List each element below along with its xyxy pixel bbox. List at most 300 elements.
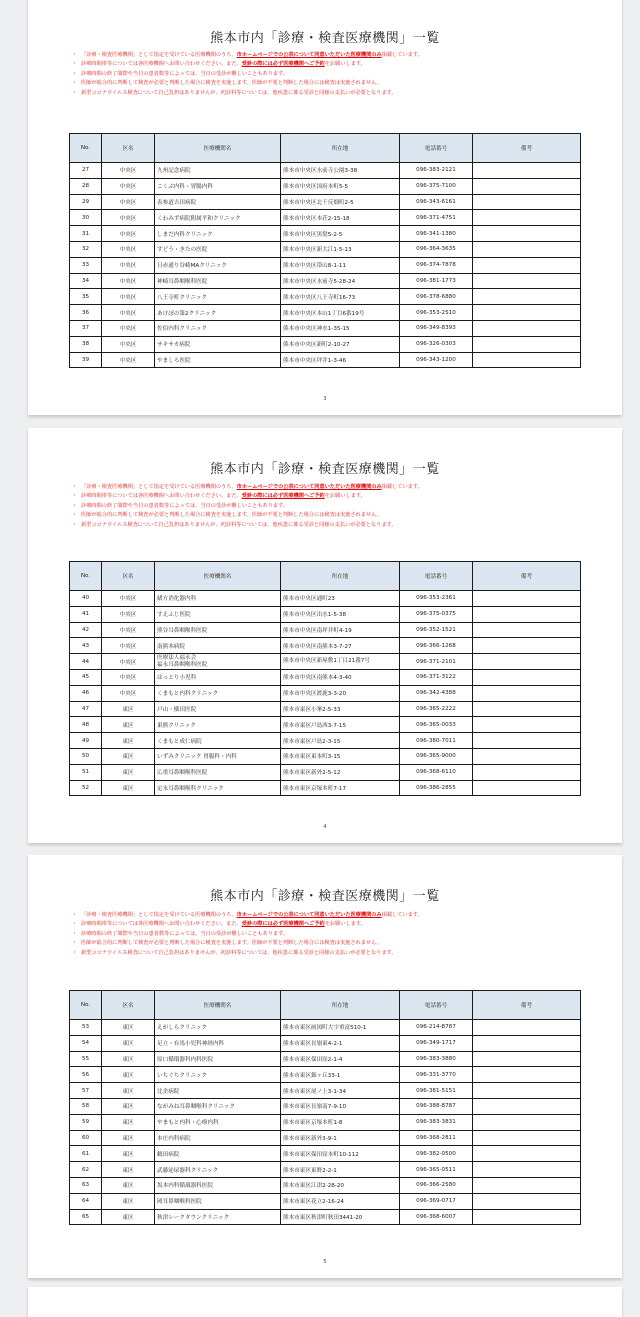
column-header: 区名 — [102, 562, 155, 591]
cell-tel: 096-366-2580 — [400, 1177, 473, 1193]
cell-name: 日赤通り谷崎MAクリニック — [155, 257, 281, 273]
cell-tel: 096-368-6110 — [400, 764, 473, 780]
cell-name: やまもと内科・心療内科 — [155, 1114, 281, 1130]
cell-no: 27 — [70, 163, 102, 179]
cell-note — [473, 226, 581, 242]
page-number: 3 — [323, 396, 327, 402]
note-text: をお願いします。 — [324, 921, 366, 928]
cell-ward: 東区 — [102, 1098, 155, 1114]
cell-note — [473, 1162, 581, 1178]
note-text: 医師が総合的に判断して検査が必要と判断した場合に検査を実施します。医師が不要と判断した場合には検査は実施されません。 — [81, 940, 382, 947]
note-item — [72, 511, 592, 520]
note-text: 診療時間帯等については各医療機関へお問い合わせください。また、 — [81, 493, 242, 500]
note-text: 診療時間の終了間際や当日の患者数等によっては、当日の受診が難しいこともあります。 — [81, 930, 289, 937]
cell-no: 41 — [70, 606, 102, 622]
cell-no: 46 — [70, 685, 102, 701]
page-number: 5 — [323, 1259, 327, 1265]
cell-name: あけぼの第2クリニック — [155, 305, 281, 321]
bullet-icon: ・ — [72, 949, 78, 956]
cell-name: 八王寺町クリニック — [155, 289, 281, 305]
table-row — [70, 669, 581, 685]
bullet-icon: ・ — [72, 930, 78, 937]
cell-tel: 096-386-2855 — [400, 780, 473, 796]
column-header: No. — [70, 562, 102, 591]
table-row — [70, 1209, 581, 1225]
table-row — [70, 336, 581, 352]
cell-ward: 中央区 — [102, 241, 155, 257]
cell-tel: 096-364-3635 — [400, 241, 473, 257]
cell-note — [473, 638, 581, 654]
cell-name: くまもと内科クリニック — [155, 685, 281, 701]
cell-name: 原口循環器科内科医院 — [155, 1051, 281, 1067]
cell-no: 48 — [70, 717, 102, 733]
column-header: 区名 — [102, 134, 155, 163]
cell-tel: 096-349-1717 — [400, 1035, 473, 1051]
cell-no: 57 — [70, 1083, 102, 1099]
table-row — [70, 654, 581, 670]
table-row — [70, 591, 581, 607]
note-emphasis: 受診の際には必ず医療機関へご予約 — [241, 921, 325, 928]
cell-note — [473, 685, 581, 701]
cell-name: 本庄内科病院 — [155, 1130, 281, 1146]
cell-tel: 096-352-1521 — [400, 622, 473, 638]
column-header: 所在地 — [281, 562, 400, 591]
cell-address: 熊本市東区長嶺南7-9-10 — [281, 1098, 400, 1114]
facility-table — [69, 561, 581, 796]
cell-no: 55 — [70, 1051, 102, 1067]
cell-tel: 096-349-8393 — [400, 320, 473, 336]
note-emphasis: 市ホームページでの公表について同意いただいた医療機関のみ — [236, 484, 382, 490]
cell-tel: 096-343-1200 — [400, 352, 473, 368]
cell-address: 熊本市東区保田窪2-1-4 — [281, 1051, 400, 1067]
cell-name: 足立・有馬小児科神経内科 — [155, 1035, 281, 1051]
table-row — [70, 1098, 581, 1114]
table-header-row — [70, 134, 581, 163]
cell-note — [473, 733, 581, 749]
note-text: 「診療・検査医療機関」として指定を受けている医療機関のうち、 — [81, 484, 237, 490]
cell-address: 熊本市中央区出水1-5-38 — [281, 606, 400, 622]
cell-ward: 中央区 — [102, 210, 155, 226]
note-item — [72, 502, 592, 511]
cell-ward: 東区 — [102, 748, 155, 764]
cell-no: 51 — [70, 764, 102, 780]
cell-tel: 096-365-0033 — [400, 717, 473, 733]
note-emphasis: 受診の際には必ず医療機関へご予約 — [241, 61, 325, 68]
table-row — [70, 178, 581, 194]
cell-no: 65 — [70, 1209, 102, 1225]
table-row — [70, 606, 581, 622]
cell-ward: 東区 — [102, 1130, 155, 1146]
page-title: 熊本市内「診療・検査医療機関」一覧 — [210, 462, 440, 477]
cell-note — [473, 780, 581, 796]
cell-tel: 096-388-8787 — [400, 1098, 473, 1114]
table-row — [70, 1067, 581, 1083]
cell-name: 比企病院 — [155, 1083, 281, 1099]
cell-note — [473, 241, 581, 257]
cell-ward: 中央区 — [102, 669, 155, 685]
cell-address: 熊本市中央区帯山8-1-11 — [281, 257, 400, 273]
cell-name: 戸山・横田医院 — [155, 701, 281, 717]
cell-note — [473, 305, 581, 321]
cell-tel: 096-366-1268 — [400, 638, 473, 654]
cell-address: 熊本市東区花立2-16-24 — [281, 1193, 400, 1209]
cell-name: サキサカ病院 — [155, 336, 281, 352]
bullet-icon: ・ — [72, 493, 78, 500]
cell-ward: 中央区 — [102, 273, 155, 289]
cell-ward: 中央区 — [102, 305, 155, 321]
cell-no: 34 — [70, 273, 102, 289]
cell-no: 64 — [70, 1193, 102, 1209]
cell-address: 熊本市中央区南熊本3-7-27 — [281, 638, 400, 654]
table-row — [70, 352, 581, 368]
column-header: 所在地 — [281, 134, 400, 163]
cell-tel: 096-381-1773 — [400, 273, 473, 289]
note-emphasis: 受診の際には必ず医療機関へご予約 — [241, 493, 325, 500]
cell-no: 59 — [70, 1114, 102, 1130]
cell-tel: 096-353-2361 — [400, 591, 473, 607]
column-header: No. — [70, 134, 102, 163]
cell-no: 33 — [70, 257, 102, 273]
note-text: 「診療・検査医療機関」として指定を受けている医療機関のうち、 — [81, 912, 237, 918]
cell-note — [473, 320, 581, 336]
cell-tel: 096-383-2121 — [400, 163, 473, 179]
bullet-icon: ・ — [72, 502, 78, 509]
cell-name: すえふじ医院 — [155, 606, 281, 622]
cell-address: 熊本市中央区水前寺公園3-38 — [281, 163, 400, 179]
note-item — [72, 521, 592, 530]
cell-address: 熊本市東区尾ノ上3-1-34 — [281, 1083, 400, 1099]
cell-note — [473, 1067, 581, 1083]
cell-no: 30 — [70, 210, 102, 226]
cell-ward: 東区 — [102, 1083, 155, 1099]
cell-ward: 中央区 — [102, 289, 155, 305]
table-row — [70, 273, 581, 289]
cell-address: 熊本市東区京塚本町1-8 — [281, 1114, 400, 1130]
document-page-4 — [28, 428, 622, 843]
cell-address: 熊本市東区新外2-5-12 — [281, 764, 400, 780]
note-item — [72, 911, 592, 920]
cell-tel: 096-369-0717 — [400, 1193, 473, 1209]
cell-no: 52 — [70, 780, 102, 796]
column-header: 区名 — [102, 991, 155, 1020]
cell-ward: 中央区 — [102, 257, 155, 273]
cell-name: ながみね耳鼻咽喉科クリニック — [155, 1098, 281, 1114]
cell-name: 神崎耳鼻咽喉科医院 — [155, 273, 281, 289]
column-header: 備考 — [473, 991, 581, 1020]
cell-address: 熊本市中央区南熊本4-3-40 — [281, 669, 400, 685]
cell-note — [473, 1114, 581, 1130]
note-text: をお願いします。 — [324, 61, 366, 68]
cell-address: 熊本市中央区黒髪5-2-5 — [281, 226, 400, 242]
cell-no: 28 — [70, 178, 102, 194]
page-title: 熊本市内「診療・検査医療機関」一覧 — [210, 889, 440, 904]
cell-ward: 中央区 — [102, 194, 155, 210]
cell-note — [473, 1083, 581, 1099]
bullet-icon: ・ — [72, 921, 78, 928]
cell-ward: 東区 — [102, 1035, 155, 1051]
cell-name: いずみクリニック 胃腸科・内科 — [155, 748, 281, 764]
document-page-3 — [28, 0, 622, 415]
cell-address: 熊本市東区長嶺東4-2-1 — [281, 1035, 400, 1051]
cell-tel: 096-383-3831 — [400, 1114, 473, 1130]
note-text: 掲載しています。 — [381, 52, 423, 58]
cell-ward: 東区 — [102, 1020, 155, 1036]
cell-tel: 096-382-0500 — [400, 1146, 473, 1162]
cell-name: 東熊クリニック — [155, 717, 281, 733]
cell-tel: 096-371-4751 — [400, 210, 473, 226]
cell-note — [473, 1209, 581, 1225]
cell-ward: 中央区 — [102, 638, 155, 654]
table-row — [70, 1162, 581, 1178]
cell-note — [473, 748, 581, 764]
cell-address: 熊本市東区画図町大字重富510-1 — [281, 1020, 400, 1036]
cell-no: 61 — [70, 1146, 102, 1162]
cell-tel: 096-375-7100 — [400, 178, 473, 194]
note-text: 「診療・検査医療機関」として指定を受けている医療機関のうち、 — [81, 52, 237, 58]
cell-ward: 東区 — [102, 733, 155, 749]
cell-no: 32 — [70, 241, 102, 257]
cell-no: 39 — [70, 352, 102, 368]
cell-ward: 東区 — [102, 1114, 155, 1130]
cell-ward: 中央区 — [102, 591, 155, 607]
cell-name: えがしらクリニック — [155, 1020, 281, 1036]
cell-address: 熊本市中央区八王寺町16-73 — [281, 289, 400, 305]
note-text: 新型コロナウイルス検査について自己負担はありませんが、初診料等については、他疾患に係る受診と同様の支払いが必要となります。 — [81, 89, 397, 96]
cell-address: 熊本市中央区新大江1-5-13 — [281, 241, 400, 257]
cell-ward: 中央区 — [102, 654, 155, 670]
cell-name: 武藤泌尿器科クリニック — [155, 1162, 281, 1178]
cell-note — [473, 606, 581, 622]
document-page-5 — [28, 855, 622, 1278]
cell-note — [473, 273, 581, 289]
cell-tel: 096-375-0375 — [400, 606, 473, 622]
page-title: 熊本市内「診療・検査医療機関」一覧 — [210, 31, 440, 46]
note-item — [72, 492, 592, 501]
column-header: 医療機関名 — [155, 991, 281, 1020]
table-row — [70, 194, 581, 210]
cell-ward: 東区 — [102, 717, 155, 733]
table-row — [70, 210, 581, 226]
cell-address: 熊本市東区江津2-28-20 — [281, 1177, 400, 1193]
cell-no: 40 — [70, 591, 102, 607]
notes-list — [72, 51, 592, 98]
cell-address: 熊本市中央区水前寺5-28-24 — [281, 273, 400, 289]
cell-address: 熊本市中央区南坪井町4-19 — [281, 622, 400, 638]
note-item — [72, 930, 592, 939]
cell-name: 定永耳鼻咽喉科クリニック — [155, 780, 281, 796]
table-header-row — [70, 991, 581, 1020]
note-text: 診療時間帯等については各医療機関へお問い合わせください。また、 — [81, 61, 242, 68]
cell-address: 熊本市東区戸島2-3-15 — [281, 733, 400, 749]
table-row — [70, 685, 581, 701]
cell-name: すどう・きたの医院 — [155, 241, 281, 257]
cell-ward: 東区 — [102, 701, 155, 717]
cell-no: 58 — [70, 1098, 102, 1114]
table-row — [70, 780, 581, 796]
table-row — [70, 638, 581, 654]
table-row — [70, 1146, 581, 1162]
cell-name: 表参道吉田病院 — [155, 194, 281, 210]
cell-note — [473, 1098, 581, 1114]
cell-ward: 東区 — [102, 1067, 155, 1083]
bullet-icon: ・ — [72, 940, 78, 947]
document-page-next — [28, 1287, 622, 1317]
cell-note — [473, 336, 581, 352]
cell-note — [473, 289, 581, 305]
table-row — [70, 701, 581, 717]
facility-table — [69, 990, 581, 1225]
cell-ward: 東区 — [102, 780, 155, 796]
cell-tel: 096-368-2811 — [400, 1130, 473, 1146]
cell-note — [473, 764, 581, 780]
bullet-icon: ・ — [72, 70, 78, 77]
cell-no: 56 — [70, 1067, 102, 1083]
cell-tel: 096-378-6880 — [400, 289, 473, 305]
cell-address: 熊本市中央区新町2-10-27 — [281, 336, 400, 352]
facility-table — [69, 133, 581, 368]
cell-note — [473, 1130, 581, 1146]
column-header: 備考 — [473, 562, 581, 591]
column-header: 電話番号 — [400, 134, 473, 163]
cell-address: 熊本市中央区通町23 — [281, 591, 400, 607]
cell-no: 29 — [70, 194, 102, 210]
note-text: 新型コロナウイルス検査について自己負担はありませんが、初診料等については、他疾患に係る受診と同様の支払いが必要となります。 — [81, 949, 397, 956]
table-row — [70, 1035, 581, 1051]
bullet-icon: ・ — [72, 521, 78, 528]
cell-ward: 東区 — [102, 1051, 155, 1067]
column-header: 電話番号 — [400, 562, 473, 591]
table-row — [70, 320, 581, 336]
table-header-row — [70, 562, 581, 591]
bullet-icon: ・ — [72, 484, 78, 490]
cell-note — [473, 1177, 581, 1193]
note-text: 医師が総合的に判断して検査が必要と判断した場合に検査を実施します。医師が不要と判断した場合には検査は実施されません。 — [81, 512, 382, 519]
table-row — [70, 717, 581, 733]
cell-name: 緒方消化器内科 — [155, 591, 281, 607]
note-item — [72, 483, 592, 492]
cell-address: 熊本市中央区坪井1-3-46 — [281, 352, 400, 368]
cell-tel: 096-383-3880 — [400, 1051, 473, 1067]
cell-address: 熊本市東区東本町3-15 — [281, 748, 400, 764]
bullet-icon: ・ — [72, 512, 78, 519]
cell-tel: 096-374-7878 — [400, 257, 473, 273]
cell-no: 62 — [70, 1162, 102, 1178]
table-row — [70, 241, 581, 257]
cell-note — [473, 591, 581, 607]
cell-no: 37 — [70, 320, 102, 336]
note-text: 掲載しています。 — [381, 484, 423, 490]
cell-no: 36 — [70, 305, 102, 321]
note-item — [72, 939, 592, 948]
cell-tel: 096-365-9000 — [400, 748, 473, 764]
cell-ward: 中央区 — [102, 622, 155, 638]
cell-name: 熊谷耳鼻咽喉科医院 — [155, 622, 281, 638]
cell-ward: 中央区 — [102, 352, 155, 368]
cell-note — [473, 257, 581, 273]
column-header: 医療機関名 — [155, 562, 281, 591]
cell-name: 坂本内科循環器科医院 — [155, 1177, 281, 1193]
cell-no: 54 — [70, 1035, 102, 1051]
cell-name: 佐伯内科クリニック — [155, 320, 281, 336]
cell-name: くわみず病院附属平和クリニック — [155, 210, 281, 226]
cell-tel: 096-214-8787 — [400, 1020, 473, 1036]
cell-ward: 中央区 — [102, 226, 155, 242]
cell-ward: 東区 — [102, 1146, 155, 1162]
cell-note — [473, 194, 581, 210]
cell-tel: 096-353-2510 — [400, 305, 473, 321]
cell-tel: 096-343-6161 — [400, 194, 473, 210]
cell-tel: 096-381-5151 — [400, 1083, 473, 1099]
cell-name: 九州記念病院 — [155, 163, 281, 179]
cell-ward: 東区 — [102, 764, 155, 780]
table-row — [70, 1114, 581, 1130]
cell-tel: 096-365-0511 — [400, 1162, 473, 1178]
page-number: 4 — [323, 824, 327, 830]
note-text: 新型コロナウイルス検査について自己負担はありませんが、初診料等については、他疾患に係る受診と同様の支払いが必要となります。 — [81, 521, 397, 528]
cell-ward: 中央区 — [102, 163, 155, 179]
cell-ward: 東区 — [102, 1193, 155, 1209]
table-row — [70, 622, 581, 638]
cell-note — [473, 622, 581, 638]
notes-list — [72, 911, 592, 958]
cell-address: 熊本市東区保田窪本町10-112 — [281, 1146, 400, 1162]
note-text: 診療時間の終了間際や当日の患者数等によっては、当日の受診が難しいこともあります。 — [81, 502, 289, 509]
cell-name: くまもと成仁病院 — [155, 733, 281, 749]
cell-tel: 096-380-7011 — [400, 733, 473, 749]
cell-name: しまだ内科クリニック — [155, 226, 281, 242]
cell-tel: 096-371-3122 — [400, 669, 473, 685]
cell-address: 熊本市中央区本山1丁目6番19号 — [281, 305, 400, 321]
bullet-icon: ・ — [72, 80, 78, 87]
cell-no: 42 — [70, 622, 102, 638]
cell-note — [473, 163, 581, 179]
table-row — [70, 1083, 581, 1099]
cell-name: 医療法人福永会 福永耳鼻咽喉科医院 — [155, 654, 281, 670]
notes-list — [72, 483, 592, 530]
cell-tel: 096-342-4388 — [400, 685, 473, 701]
cell-tel: 096-341-1380 — [400, 226, 473, 242]
cell-name: こくぶ内科・胃腸内科 — [155, 178, 281, 194]
table-row — [70, 305, 581, 321]
cell-no: 43 — [70, 638, 102, 654]
cell-ward: 中央区 — [102, 320, 155, 336]
cell-address: 熊本市東区新外3-9-1 — [281, 1130, 400, 1146]
cell-note — [473, 1020, 581, 1036]
cell-name: 鶴田病院 — [155, 1146, 281, 1162]
table-row — [70, 733, 581, 749]
cell-note — [473, 1193, 581, 1209]
cell-no: 35 — [70, 289, 102, 305]
cell-no: 49 — [70, 733, 102, 749]
cell-no: 47 — [70, 701, 102, 717]
note-text: 掲載しています。 — [381, 912, 423, 918]
cell-name: やましろ医院 — [155, 352, 281, 368]
cell-tel: 096-331-3770 — [400, 1067, 473, 1083]
cell-address: 熊本市中央区国府本町5-5 — [281, 178, 400, 194]
note-emphasis: 市ホームページでの公表について同意いただいた医療機関のみ — [236, 52, 382, 58]
cell-no: 63 — [70, 1177, 102, 1193]
cell-ward: 中央区 — [102, 685, 155, 701]
cell-no: 50 — [70, 748, 102, 764]
bullet-icon: ・ — [72, 52, 78, 58]
note-text: 診療時間帯等については各医療機関へお問い合わせください。また、 — [81, 921, 242, 928]
note-item — [72, 89, 592, 98]
cell-ward: 中央区 — [102, 336, 155, 352]
cell-name: いちぐちクリニック — [155, 1067, 281, 1083]
cell-ward: 東区 — [102, 1177, 155, 1193]
column-header: 医療機関名 — [155, 134, 281, 163]
column-header: 備考 — [473, 134, 581, 163]
